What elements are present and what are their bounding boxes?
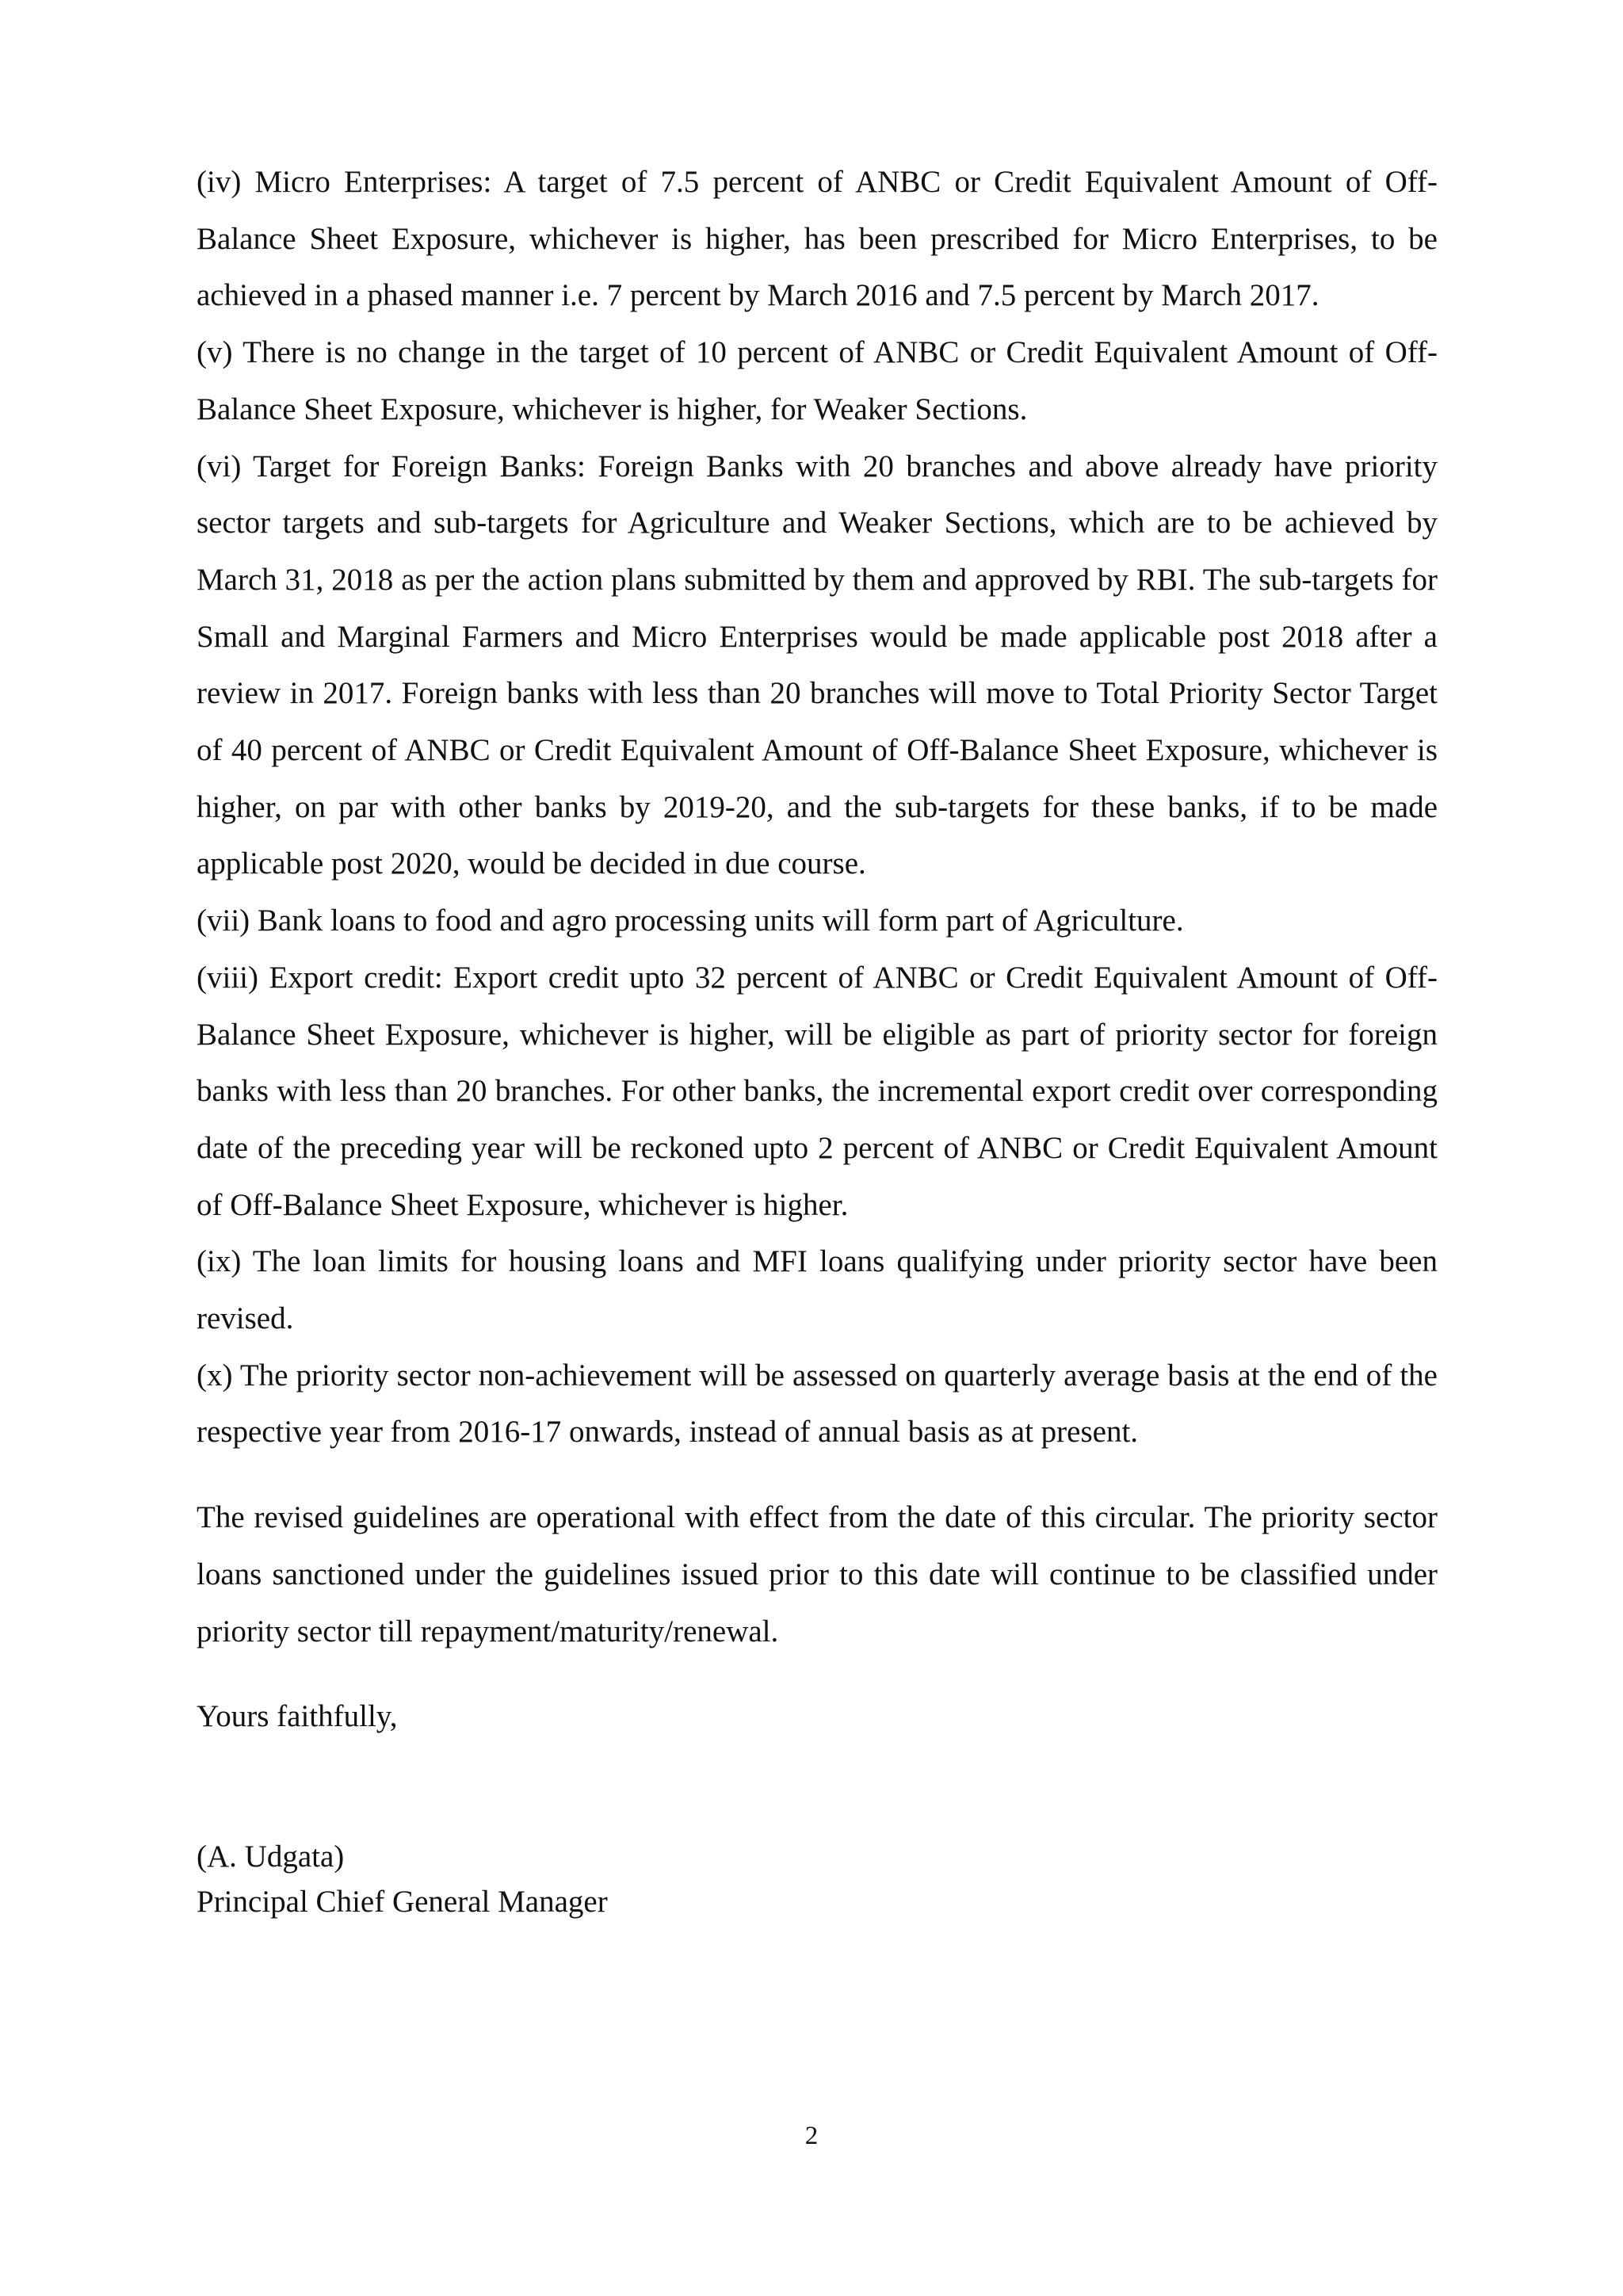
page-number: 2 [804, 2122, 819, 2150]
list-item-viii: (viii) Export credit: Export credit upto 32 percent of ANBC or Credit Equivalent Amount of Off-Balance Sheet Exposure, whichever is higher, will be eligible as part of priority sector for foreign banks with less than 20 branches. For other banks, the incremental export credit over corresponding date of the preceding year will be reckoned upto 2 percent of ANBC or Credit Equivalent Amount of Off-Balance Sheet Exposure, whichever is higher. [197, 960, 1438, 1222]
list-item-x: (x) The priority sector non-achievement will be assessed on quarterly average basis at the end of the respective year from 2016-17 onwards, instead of annual basis as at present. [197, 1358, 1438, 1450]
list-item-v: (v) There is no change in the target of 10 percent of ANBC or Credit Equivalent Amount of Off-Balance Sheet Exposure, whichever is higher, for Weaker Sections. [197, 335, 1438, 426]
signatory-title: Principal Chief General Manager [197, 1884, 608, 1919]
signature-block [197, 1834, 1438, 1924]
document-body [197, 154, 1438, 1924]
closing-salutation: Yours faithfully, [197, 1699, 398, 1734]
list-item-vi: (vi) Target for Foreign Banks: Foreign Banks with 20 branches and above already have priority sector targets and sub-targets for Agriculture and Weaker Sections, which are to be achieved by March 31, 2018 as per the action plans submitted by them and approved by RBI. The sub-targets for Small and Marginal Farmers and Micro Enterprises would be made applicable post 2018 after a review in 2017. Foreign banks with less than 20 branches will move to Total Priority Sector Target of 40 percent of ANBC or Credit Equivalent Amount of Off-Balance Sheet Exposure, whichever is higher, on par with other banks by 2019-20, and the sub-targets for these banks, if to be made applicable post 2020, would be decided in due course. [197, 449, 1438, 881]
signatory-name: (A. Udgata) [197, 1839, 345, 1874]
list-item-ix: (ix) The loan limits for housing loans and MFI loans qualifying under priority sector have been revised. [197, 1244, 1438, 1336]
list-item-iv: (iv) Micro Enterprises: A target of 7.5 percent of ANBC or Credit Equivalent Amount of Off-Balance Sheet Exposure, whichever is higher, has been prescribed for Micro Enterprises, to be achieved in a phased manner i.e. 7 percent by March 2016 and 7.5 percent by March 2017. [197, 165, 1438, 313]
revised-guidelines-paragraph: The revised guidelines are operational with effect from the date of this circular. The priority sector loans sanctioned under the guidelines issued prior to this date will continue to be classified under priority sector till repayment/maturity/renewal. [197, 1500, 1438, 1648]
list-item-vii: (vii) Bank loans to food and agro processing units will form part of Agriculture. [197, 904, 1184, 938]
